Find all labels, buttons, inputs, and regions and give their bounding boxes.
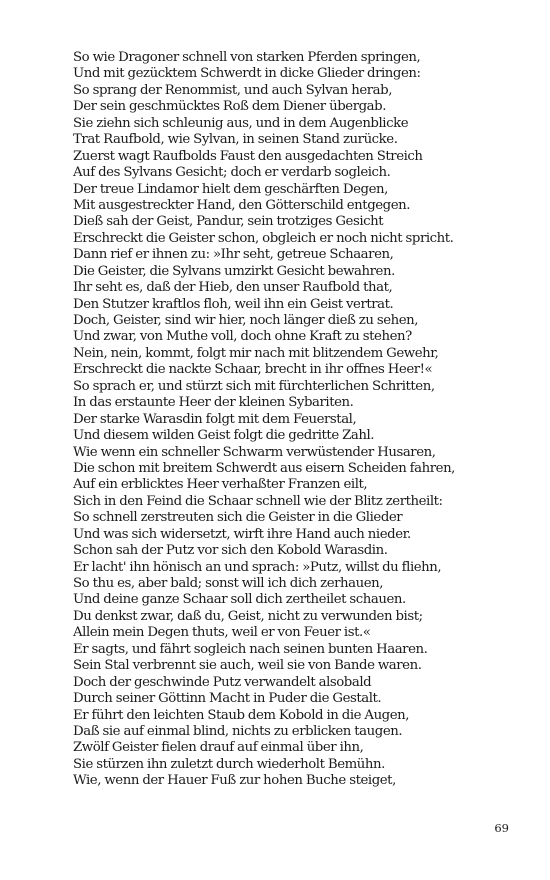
verse-line: Und mit gezücktem Schwerdt in dicke Glieder dringen: bbox=[73, 66, 421, 82]
verse-line: Schon sah der Putz vor sich den Kobold Warasdin. bbox=[73, 543, 388, 559]
verse-line: Erschreckt die nackte Schaar, brecht in ihr offnes Heer!« bbox=[73, 362, 433, 378]
verse-line: Dann rief er ihnen zu: »Ihr seht, getreue Schaaren, bbox=[73, 247, 394, 263]
page-number: 69 bbox=[494, 821, 509, 835]
verse-line: Wie wenn ein schneller Schwarm verwüstender Husaren, bbox=[73, 444, 436, 460]
verse-line: Dieß sah der Geist, Pandur, sein trotziges Gesicht bbox=[73, 214, 384, 230]
verse-line: Und zwar, von Muthe voll, doch ohne Kraft zu stehen? bbox=[73, 329, 412, 345]
verse-line: Ihr seht es, daß der Hieb, den unser Raufbold that, bbox=[73, 280, 393, 296]
verse-line: Du denkst zwar, daß du, Geist, nicht zu verwunden bist; bbox=[73, 608, 423, 624]
verse-line: Den Stutzer kraftlos floh, weil ihn ein Geist vertrat. bbox=[73, 296, 394, 312]
verse-line: Auf des Sylvans Gesicht; doch er verdarb sogleich. bbox=[73, 165, 391, 181]
verse-line: In das erstaunte Heer der kleinen Sybariten. bbox=[73, 395, 354, 411]
verse-line: Trat Raufbold, wie Sylvan, in seinen Stand zurücke. bbox=[73, 132, 398, 148]
poem-text bbox=[73, 50, 523, 790]
verse-line: Sich in den Feind die Schaar schnell wie der Blitz zertheilt: bbox=[73, 493, 443, 509]
verse-line: So sprang der Renommist, und auch Sylvan herab, bbox=[73, 82, 392, 98]
verse-line: So sprach er, und stürzt sich mit fürchterlichen Schritten, bbox=[73, 378, 435, 394]
verse-line: Und was sich widersetzt, wirft ihre Hand auch nieder. bbox=[73, 526, 411, 542]
verse-line: Die schon mit breitem Schwerdt aus eisern Scheiden fahren, bbox=[73, 460, 455, 476]
verse-line: Er führt den leichten Staub dem Kobold in die Augen, bbox=[73, 707, 410, 723]
verse-line: Doch der geschwinde Putz verwandelt alsobald bbox=[73, 674, 372, 690]
verse-line: So thu es, aber bald; sonst will ich dich zerhauen, bbox=[73, 576, 384, 591]
verse-line: Zwölf Geister fielen drauf auf einmal über ihn, bbox=[73, 740, 364, 756]
verse-line: Sein Stal verbrennt sie auch, weil sie von Bande waren. bbox=[73, 658, 422, 674]
verse-line: Erschreckt die Geister schon, obgleich er noch nicht spricht. bbox=[73, 230, 454, 246]
verse-line: Er lacht' ihn hönisch an und sprach: »Putz, willst du fliehn, bbox=[73, 559, 442, 575]
verse-line: Mit ausgestreckter Hand, den Götterschild entgegen. bbox=[73, 197, 411, 213]
verse-line: Und diesem wilden Geist folgt die gedritte Zahl. bbox=[73, 428, 375, 444]
verse-line: Allein mein Degen thuts, weil er von Feuer ist.« bbox=[73, 625, 371, 641]
verse-line: Er sagts, und fährt sogleich nach seinen bunten Haaren. bbox=[73, 641, 428, 657]
verse-line: Doch, Geister, sind wir hier, noch länger dieß zu sehen, bbox=[73, 313, 419, 328]
verse-line: Der sein geschmücktes Roß dem Diener übergab. bbox=[73, 99, 386, 115]
verse-line: So wie Dragoner schnell von starken Pferden springen, bbox=[73, 50, 421, 65]
verse-line: Durch seiner Göttinn Macht in Puder die Gestalt. bbox=[73, 691, 382, 707]
verse-line: So schnell zerstreuten sich die Geister in die Glieder bbox=[73, 510, 403, 526]
verse-line: Die Geister, die Sylvans umzirkt Gesicht bewahren. bbox=[73, 263, 395, 279]
verse-line: Auf ein erblicktes Heer verhaßter Franzen eilt, bbox=[73, 477, 368, 493]
verse-line: Zuerst wagt Raufbolds Faust den ausgedachten Streich bbox=[73, 148, 423, 164]
verse-line: Sie ziehn sich schleunig aus, und in dem Augenblicke bbox=[73, 115, 409, 131]
verse-line: Und deine ganze Schaar soll dich zertheilet schauen. bbox=[73, 592, 406, 608]
verse-line: Sie stürzen ihn zuletzt durch wiederholt Bemühn. bbox=[73, 756, 385, 772]
verse-line: Der starke Warasdin folgt mit dem Feuerstal, bbox=[73, 411, 357, 427]
verse-line: Daß sie auf einmal blind, nichts zu erblicken taugen. bbox=[73, 723, 403, 739]
verse-line: Der treue Lindamor hielt dem geschärften Degen, bbox=[73, 181, 388, 197]
verse-line: Wie, wenn der Hauer Fuß zur hohen Buche steiget, bbox=[73, 773, 396, 789]
verse-line: Nein, nein, kommt, folgt mir nach mit blitzendem Gewehr, bbox=[73, 345, 439, 361]
